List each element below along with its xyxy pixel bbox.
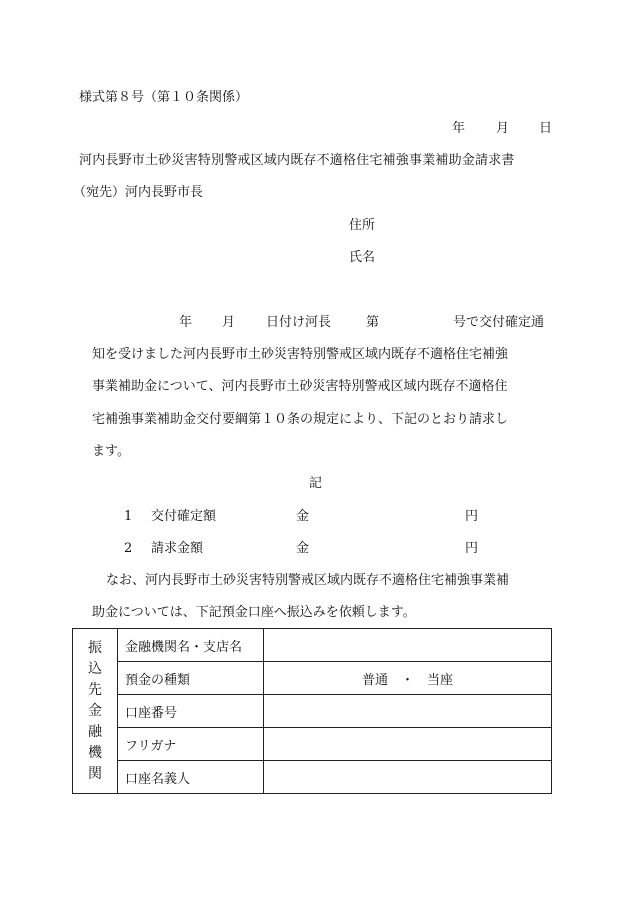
form-number: 様式第８号（第１０条関係） bbox=[79, 90, 249, 105]
ki-heading: 記 bbox=[309, 476, 323, 491]
document-title: 河内長野市土砂災害特別警戒区域内既存不適格住宅補強事業補助金請求書 bbox=[79, 153, 515, 168]
side-header-char: 機 bbox=[88, 744, 102, 761]
item-kin: 金 bbox=[296, 509, 310, 524]
body-line: 知を受けました河内長野市土砂災害特別警戒区域内既存不適格住宅補強 bbox=[92, 347, 509, 362]
item-yen: 円 bbox=[465, 509, 479, 524]
item-kin: 金 bbox=[296, 541, 310, 556]
table-row bbox=[73, 728, 552, 761]
address-label: 住所 bbox=[349, 218, 376, 233]
transfer-note-line: なお、河内長野市土砂災害特別警戒区域内既存不適格住宅補強事業補 bbox=[106, 573, 510, 588]
date-day-label: 日 bbox=[539, 121, 553, 136]
account-number-field[interactable] bbox=[264, 695, 552, 728]
notice-dated-label: 日付け河長 bbox=[266, 315, 332, 330]
body-line: ます。 bbox=[92, 444, 130, 459]
table-row bbox=[73, 629, 552, 662]
addressee: （宛先）河内長野市長 bbox=[73, 185, 204, 200]
table-row bbox=[73, 761, 552, 794]
bank-side-header bbox=[73, 629, 118, 794]
side-header-char: 金 bbox=[88, 702, 102, 719]
item-number: 2 bbox=[124, 541, 133, 556]
date-month-label: 月 bbox=[496, 121, 510, 136]
furigana-field[interactable] bbox=[264, 728, 552, 761]
body-line: 事業補助金について、河内長野市土砂災害特別警戒区域内既存不適格住 bbox=[92, 379, 508, 394]
account-holder-field[interactable] bbox=[264, 761, 552, 794]
side-header-char: 込 bbox=[88, 660, 102, 677]
bank-name-label: 金融機関名・支店名 bbox=[118, 629, 264, 662]
item-number: 1 bbox=[124, 509, 133, 524]
side-header-char: 関 bbox=[88, 765, 102, 782]
account-holder-label: 口座名義人 bbox=[118, 761, 264, 794]
bank-account-table bbox=[72, 628, 552, 794]
side-header-char: 先 bbox=[88, 681, 102, 698]
transfer-note-line: 助金については、下記預金口座へ振込みを依頼します。 bbox=[92, 605, 416, 620]
furigana-label: フリガナ bbox=[118, 728, 264, 761]
name-label: 氏名 bbox=[349, 250, 376, 265]
notice-year-label: 年 bbox=[179, 315, 193, 330]
item-yen: 円 bbox=[465, 541, 479, 556]
notice-number-prefix: 第 bbox=[366, 315, 380, 330]
date-year-label: 年 bbox=[452, 121, 466, 136]
account-number-label: 口座番号 bbox=[118, 695, 264, 728]
deposit-type-field[interactable]: 普通 ・ 当座 bbox=[264, 662, 552, 695]
table-row bbox=[73, 695, 552, 728]
body-line: 宅補強事業補助金交付要綱第１０条の規定により、下記のとおり請求し bbox=[92, 412, 509, 427]
bank-name-field[interactable] bbox=[264, 629, 552, 662]
deposit-type-label: 預金の種類 bbox=[118, 662, 264, 695]
item-label: 交付確定額 bbox=[151, 509, 217, 524]
table-row bbox=[73, 662, 552, 695]
item-label: 請求金額 bbox=[151, 541, 204, 556]
notice-month-label: 月 bbox=[222, 315, 236, 330]
side-header-char: 融 bbox=[88, 723, 102, 740]
side-header-char: 振 bbox=[88, 639, 102, 656]
notice-number-suffix: 号で交付確定通 bbox=[453, 315, 545, 330]
